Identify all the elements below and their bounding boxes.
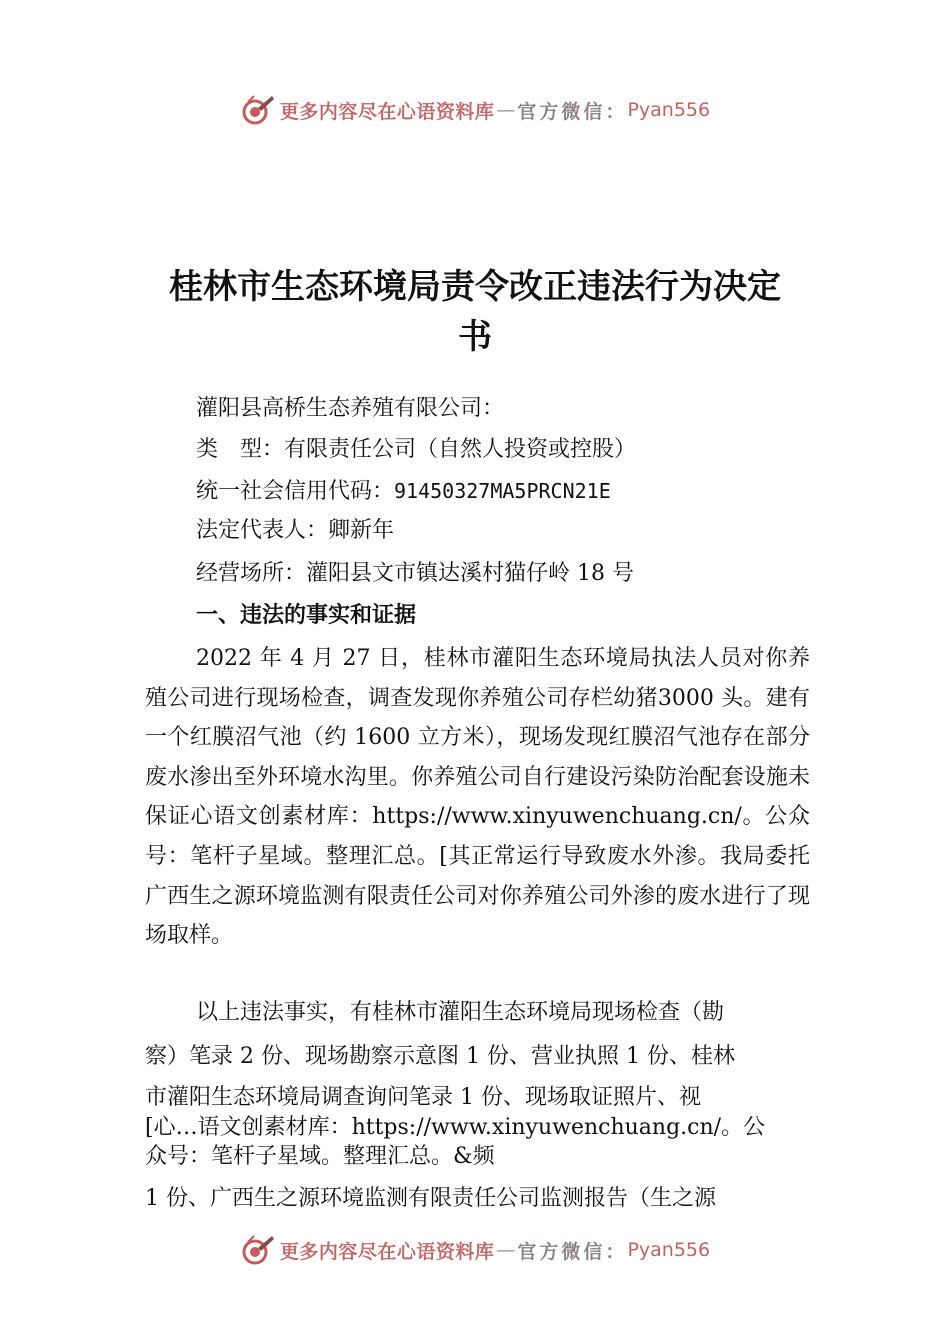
company-type xyxy=(196,435,636,465)
legal-rep-value: 卿新年 xyxy=(328,518,395,543)
title-line-1: 桂林市生态环境局责令改正违法行为决定 xyxy=(169,267,781,307)
credit-code-label: 统一社会信用代码： xyxy=(196,479,395,504)
para2-line-5: 众号：笔杆子星域。整理汇总。&频 xyxy=(145,1144,495,1169)
legal-representative xyxy=(196,516,394,546)
footer-banner xyxy=(0,1232,950,1268)
banner-text: 更多内容尽在心语资料库 xyxy=(279,1240,495,1263)
company-type-label: 类 型： xyxy=(196,437,285,462)
document-title xyxy=(140,262,810,362)
title-line-2: 书 xyxy=(458,317,492,357)
header-banner xyxy=(0,92,950,128)
banner-wechat-label: 官方微信： xyxy=(517,1240,628,1263)
para2-line-2: 察）笔录 2 份、现场勘察示意图 1 份、营业执照 1 份、桂林 xyxy=(145,1044,735,1069)
address-label: 经营场所： xyxy=(196,561,307,586)
legal-rep-label: 法定代表人： xyxy=(196,518,329,543)
banner-separator: — xyxy=(496,99,516,121)
para2-line-1: 以上违法事实，有桂林市灌阳生态环境局现场检查（勘 xyxy=(196,1000,725,1025)
para2-line-6: 1 份、广西生之源环境监测有限责任公司监测报告（生之源 xyxy=(145,1186,716,1211)
banner-text: 更多内容尽在心语资料库 xyxy=(279,100,495,123)
company-type-value: 有限责任公司（自然人投资或控股） xyxy=(284,437,637,462)
banner-wechat-label: 官方微信： xyxy=(517,100,628,123)
paragraph-facts: 2022 年 4 月 27 日，桂林市灌阳生态环境局执法人员对你养殖公司进行现场检查，调查发现你养殖公司存栏幼猪3000 头。建有一个红膜沼气池（约 1600 立方米），现场发现红膜沼气池存在部分废水渗出至外环境水沟里。你养殖公司自行建设污染防治配套设施未保证心语文创素材库：https://www.xinyuwenchuang.cn/。公众号：笔杆子星域。整理汇总。[其正常运行导致废水外渗。我局委托广西生之源环境监测有限责任公司对你养殖公司外渗的废水进行了现场取样。 xyxy=(145,646,810,949)
credit-code-value: 91450327MA5PRCN21E xyxy=(394,479,611,503)
banner-wechat-id: Pyan556 xyxy=(627,99,711,121)
banner-separator: — xyxy=(496,1239,516,1261)
brand-logo-icon xyxy=(240,92,276,128)
para2-line-4: [心…语文创素材库：https://www.xinyuwenchuang.cn/。公 xyxy=(145,1115,766,1140)
brand-logo-icon xyxy=(240,1232,276,1268)
business-address xyxy=(196,559,634,589)
addressee: 灌阳县高桥生态养殖有限公司： xyxy=(196,396,505,421)
address-value: 灌阳县文市镇达溪村猫仔岭 18 号 xyxy=(306,561,634,586)
section-1-heading: 一、违法的事实和证据 xyxy=(196,603,417,628)
para2-line-3: 市灌阳生态环境局调查询问笔录 1 份、现场取证照片、视 xyxy=(145,1085,701,1110)
credit-code xyxy=(196,476,611,507)
banner-wechat-id: Pyan556 xyxy=(627,1239,711,1261)
